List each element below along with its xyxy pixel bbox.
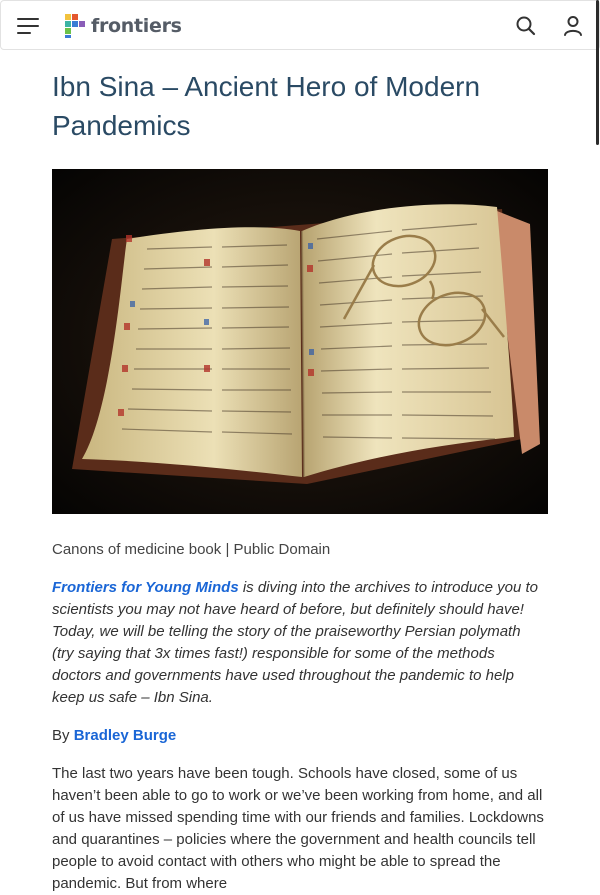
article-hero-image <box>52 169 548 514</box>
user-icon <box>560 13 586 39</box>
intro-text: is diving into the archives to introduce you to scientists you may not have heard of before, but definitely should have! Today, we will be telling the story of the praiseworthy Persian polymath (try saying that 3x times fast!) responsible for some of the methods doctors and governments have used throughout the pandemic to help keep us safe – Ibn Sina. <box>52 579 539 706</box>
article-byline <box>52 725 176 747</box>
frontiers-logo[interactable] <box>65 13 182 39</box>
menu-button[interactable] <box>17 15 43 37</box>
author-link[interactable]: Bradley Burge <box>73 727 177 744</box>
frontiers-for-young-minds-link[interactable]: Frontiers for Young Minds <box>52 579 239 596</box>
top-navigation-bar <box>0 0 600 50</box>
brand-name: frontiers <box>91 15 182 37</box>
article-body-paragraph: The last two years have been tough. Schools have closed, some of us haven’t been able to go to work or we’ve been working from home, and all of us have missed spending time with our friends and families. Lockdowns and quarantines – policies where the government and health councils tell people to avoid contact with others who might be able to spread the pandemic. But from where <box>52 765 544 892</box>
page-scrollbar[interactable] <box>596 0 599 145</box>
account-button[interactable] <box>560 13 586 39</box>
search-button[interactable] <box>513 13 539 39</box>
article-title: Ibn Sina – Ancient Hero of Modern Pandemics <box>52 71 481 141</box>
image-caption: Canons of medicine book | Public Domain <box>52 541 331 558</box>
article-intro <box>52 577 546 709</box>
search-icon <box>513 13 539 39</box>
byline-prefix: By <box>52 727 74 744</box>
frontiers-logo-icon <box>65 14 85 38</box>
